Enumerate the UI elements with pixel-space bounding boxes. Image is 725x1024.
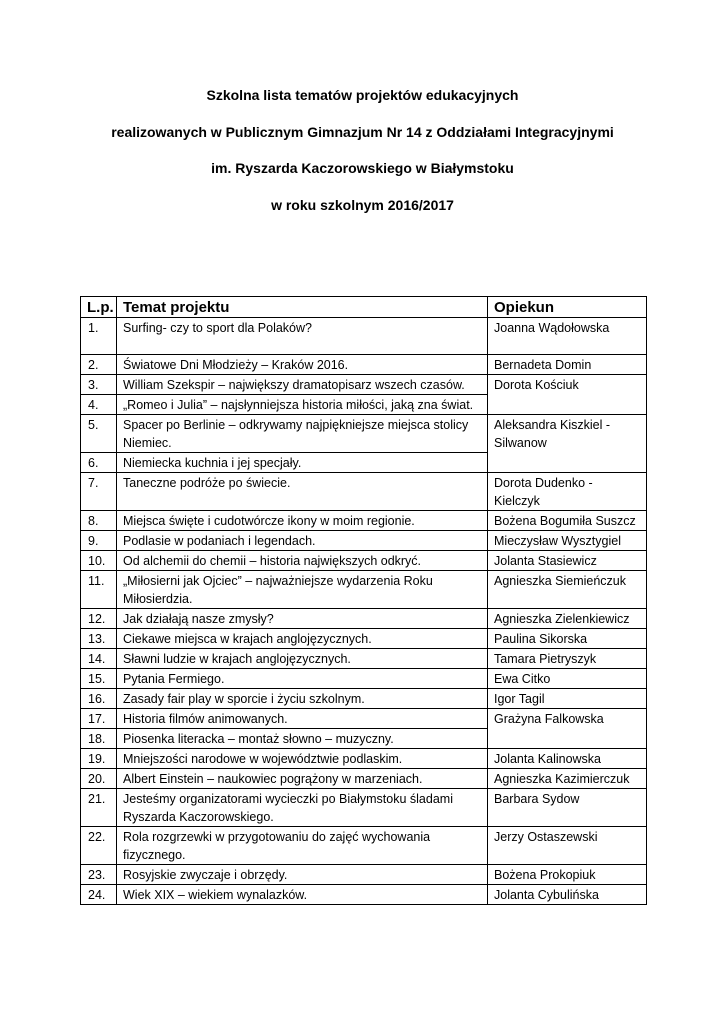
table-row <box>81 551 647 571</box>
row-topic: Historia filmów animowanych. <box>117 709 488 729</box>
row-guardian: Bożena Prokopiuk <box>488 865 647 885</box>
row-guardian: Jolanta Cybulińska <box>488 885 647 905</box>
row-guardian: Bernadeta Domin <box>488 355 647 375</box>
row-number: 7. <box>81 473 117 511</box>
row-guardian: Aleksandra Kiszkiel - Silwanow <box>488 415 647 473</box>
row-guardian: Igor Tagil <box>488 689 647 709</box>
table-row <box>81 629 647 649</box>
row-number: 22. <box>81 827 117 865</box>
row-number: 23. <box>81 865 117 885</box>
row-topic: Niemiecka kuchnia i jej specjały. <box>117 453 488 473</box>
row-number: 13. <box>81 629 117 649</box>
row-topic: Rosyjskie zwyczaje i obrzędy. <box>117 865 488 885</box>
row-topic: Jak działają nasze zmysły? <box>117 609 488 629</box>
table-row <box>81 769 647 789</box>
table-row <box>81 318 647 355</box>
row-guardian: Agnieszka Siemieńczuk <box>488 571 647 609</box>
row-number: 9. <box>81 531 117 551</box>
row-guardian: Bożena Bogumiła Suszcz <box>488 511 647 531</box>
row-number: 3. <box>81 375 117 395</box>
table-row <box>81 749 647 769</box>
row-number: 19. <box>81 749 117 769</box>
row-number: 17. <box>81 709 117 729</box>
title-line-1: Szkolna lista tematów projektów edukacyjnych <box>206 87 519 103</box>
row-number: 20. <box>81 769 117 789</box>
row-guardian: Barbara Sydow <box>488 789 647 827</box>
row-guardian: Ewa Citko <box>488 669 647 689</box>
document-title <box>0 86 725 232</box>
table-row <box>81 649 647 669</box>
table-row <box>81 609 647 629</box>
row-guardian: Mieczysław Wysztygiel <box>488 531 647 551</box>
table-header-row <box>81 297 647 318</box>
row-number: 2. <box>81 355 117 375</box>
row-number: 18. <box>81 729 117 749</box>
row-guardian: Joanna Wądołowska <box>488 318 647 355</box>
row-guardian: Dorota Kościuk <box>488 375 647 415</box>
row-guardian: Agnieszka Kazimierczuk <box>488 769 647 789</box>
row-number: 1. <box>81 318 117 355</box>
row-guardian: Agnieszka Zielenkiewicz <box>488 609 647 629</box>
header-topic: Temat projektu <box>117 297 488 318</box>
row-guardian: Jolanta Kalinowska <box>488 749 647 769</box>
row-topic: Albert Einstein – naukowiec pogrążony w marzeniach. <box>117 769 488 789</box>
row-topic: Wiek XIX – wiekiem wynalazków. <box>117 885 488 905</box>
row-guardian: Jolanta Stasiewicz <box>488 551 647 571</box>
row-guardian: Grażyna Falkowska <box>488 709 647 749</box>
row-topic: William Szekspir – największy dramatopisarz wszech czasów. <box>117 375 488 395</box>
row-guardian: Jerzy Ostaszewski <box>488 827 647 865</box>
header-guardian: Opiekun <box>488 297 647 318</box>
row-topic: Jesteśmy organizatorami wycieczki po Białymstoku śladami Ryszarda Kaczorowskiego. <box>117 789 488 827</box>
table-row <box>81 571 647 609</box>
row-number: 5. <box>81 415 117 453</box>
row-topic: Surfing- czy to sport dla Polaków? <box>117 318 488 355</box>
row-topic: Miejsca święte i cudotwórcze ikony w moim regionie. <box>117 511 488 531</box>
title-line-2: realizowanych w Publicznym Gimnazjum Nr 14 z Oddziałami Integracyjnymi <box>111 123 614 140</box>
table-row <box>81 531 647 551</box>
row-number: 10. <box>81 551 117 571</box>
row-guardian: Tamara Pietryszyk <box>488 649 647 669</box>
title-line-3: im. Ryszarda Kaczorowskiego w Białymstoku <box>211 160 514 176</box>
row-topic: Rola rozgrzewki w przygotowaniu do zajęć wychowania fizycznego. <box>117 827 488 865</box>
row-topic: Spacer po Berlinie – odkrywamy najpiękniejsze miejsca stolicy Niemiec. <box>117 415 488 453</box>
row-topic: Pytania Fermiego. <box>117 669 488 689</box>
row-topic: Zasady fair play w sporcie i życiu szkolnym. <box>117 689 488 709</box>
row-topic: Światowe Dni Młodzieży – Kraków 2016. <box>117 355 488 375</box>
table-row <box>81 885 647 905</box>
table-row <box>81 415 647 453</box>
row-number: 16. <box>81 689 117 709</box>
title-line-4: w roku szkolnym 2016/2017 <box>271 196 454 213</box>
header-lp: L.p. <box>81 297 117 318</box>
row-topic: Piosenka literacka – montaż słowno – muzyczny. <box>117 729 488 749</box>
row-topic: Ciekawe miejsca w krajach anglojęzycznych. <box>117 629 488 649</box>
row-guardian: Dorota Dudenko - Kielczyk <box>488 473 647 511</box>
table-row <box>81 669 647 689</box>
row-guardian: Paulina Sikorska <box>488 629 647 649</box>
table-row <box>81 355 647 375</box>
table-row <box>81 375 647 395</box>
table-row <box>81 689 647 709</box>
table-row <box>81 709 647 729</box>
table-row <box>81 511 647 531</box>
row-number: 12. <box>81 609 117 629</box>
row-number: 21. <box>81 789 117 827</box>
row-topic: „Miłosierni jak Ojciec” – najważniejsze wydarzenia Roku Miłosierdzia. <box>117 571 488 609</box>
row-topic: Sławni ludzie w krajach anglojęzycznych. <box>117 649 488 669</box>
row-number: 14. <box>81 649 117 669</box>
row-number: 11. <box>81 571 117 609</box>
row-number: 8. <box>81 511 117 531</box>
row-topic: „Romeo i Julia” – najsłynniejsza historia miłości, jaką zna świat. <box>117 395 488 415</box>
row-topic: Mniejszości narodowe w województwie podlaskim. <box>117 749 488 769</box>
table-row <box>81 473 647 511</box>
row-number: 6. <box>81 453 117 473</box>
row-topic: Od alchemii do chemii – historia największych odkryć. <box>117 551 488 571</box>
table-row <box>81 827 647 865</box>
row-topic: Podlasie w podaniach i legendach. <box>117 531 488 551</box>
row-number: 24. <box>81 885 117 905</box>
row-topic: Taneczne podróże po świecie. <box>117 473 488 511</box>
table-row <box>81 789 647 827</box>
table-row <box>81 865 647 885</box>
projects-table <box>80 296 647 905</box>
row-number: 4. <box>81 395 117 415</box>
row-number: 15. <box>81 669 117 689</box>
